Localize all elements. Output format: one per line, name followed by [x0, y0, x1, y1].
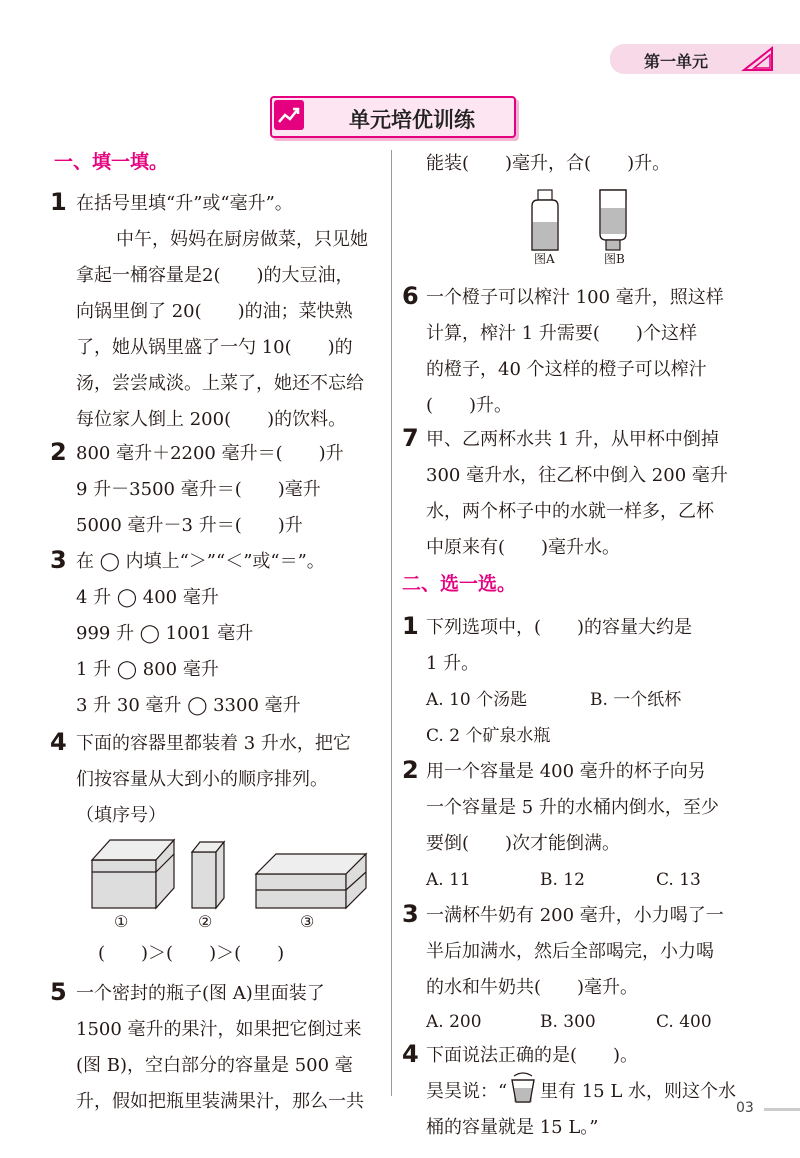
bucket-icon: [508, 1072, 538, 1104]
c3-text: 半后加满水，然后全部喝完，小力喝: [426, 941, 714, 962]
fig-b-label: 图B: [604, 252, 625, 266]
q1-text: 每位家人倒上 200( )的饮料。: [76, 409, 347, 430]
containers-figure: [86, 832, 376, 912]
c4-text: 下面说法正确的是( )。: [426, 1045, 639, 1066]
q4-text: （填序号）: [76, 805, 166, 826]
q5-text: (图 B)，空白部分的容量是 500 毫: [76, 1055, 353, 1076]
q7-text: 甲、乙两杯水共 1 升，从甲杯中倒掉: [426, 429, 719, 450]
c3-text: 的水和牛奶共( )毫升。: [426, 977, 639, 998]
c3-text: 一满杯牛奶有 200 毫升，小力喝了一: [426, 905, 724, 926]
q1-text: 在括号里填“升”或“毫升”。: [76, 193, 293, 214]
c2-text: 一个容量是 5 升的水桶内倒水，至少: [426, 797, 719, 818]
c3-option-c: C. 400: [656, 1012, 712, 1032]
question-number: 3: [50, 546, 67, 574]
q3-text: 在 ◯ 内填上“＞”“＜”或“＝”。: [76, 551, 325, 572]
unit-label: 第一单元: [644, 52, 709, 71]
q7-text: 中原来有( )毫升水。: [426, 537, 621, 558]
q1-text: 汤，尝尝咸淡。上菜了，她还不忘给: [76, 373, 364, 394]
q4-answer-line: ( )＞( )＞( ): [98, 943, 285, 964]
question-number: 6: [402, 282, 419, 310]
column-divider: [391, 150, 392, 1096]
q5-text: 升，假如把瓶里装满果汁，那么一共: [76, 1091, 364, 1112]
ruler-triangle-icon: [740, 44, 776, 74]
bottle-a-figure: [532, 190, 558, 250]
c3-option-b: B. 300: [540, 1012, 596, 1032]
q5-text: 能装( )毫升，合( )升。: [426, 153, 671, 174]
q4-text: 们按容量从大到小的顺序排列。: [76, 769, 328, 790]
trend-icon: [274, 100, 304, 130]
page-title: 单元培优训练: [349, 108, 475, 132]
q2-text: 5000 毫升－3 升＝( )升: [76, 515, 303, 536]
question-number: 1: [402, 612, 419, 640]
question-number: 5: [50, 978, 67, 1006]
q6-text: 一个橙子可以榨汁 100 毫升，照这样: [426, 287, 724, 308]
fig-a-label: 图A: [534, 252, 555, 266]
page-number-bar: [764, 1108, 800, 1111]
section-fill-heading: 一、填一填。: [54, 151, 169, 173]
unit-tab: [610, 44, 800, 74]
q3-text: 4 升 ◯ 400 毫升: [76, 587, 219, 608]
question-number: 2: [402, 756, 419, 784]
c4-text: 桶的容量就是 15 L。”: [426, 1117, 599, 1138]
c2-text: 要倒( )次才能倒满。: [426, 833, 621, 854]
c2-option-a: A. 11: [426, 870, 471, 890]
q6-text: 计算，榨汁 1 升需要( )个这样: [426, 323, 697, 344]
q3-text: 3 升 30 毫升 ◯ 3300 毫升: [76, 695, 301, 716]
q1-text: 中午，妈妈在厨房做菜，只见她: [116, 229, 368, 250]
question-number: 1: [50, 188, 67, 216]
c2-option-c: C. 13: [656, 870, 701, 890]
c2-text: 用一个容量是 400 毫升的杯子向另: [426, 761, 706, 782]
q4-text: 下面的容器里都装着 3 升水，把它: [76, 733, 351, 754]
section-choose-heading: 二、选一选。: [402, 573, 517, 595]
bottle-b-figure: [600, 190, 626, 250]
c1-text: 1 升。: [426, 653, 480, 674]
container-2-label: ②: [198, 912, 213, 931]
q2-text: 9 升－3500 毫升＝( )毫升: [76, 479, 321, 500]
q1-text: 了，她从锅里盛了一勺 10( )的: [76, 337, 353, 358]
question-number: 3: [402, 900, 419, 928]
q5-text: 一个密封的瓶子(图 A)里面装了: [76, 983, 325, 1004]
q6-text: ( )升。: [426, 395, 513, 416]
q1-text: 向锅里倒了 20( )的油；菜快熟: [76, 301, 353, 322]
c1-option-a: A. 10 个汤匙: [426, 690, 528, 710]
q7-text: 水，两个杯子中的水就一样多，乙杯: [426, 501, 714, 522]
q3-text: 999 升 ◯ 1001 毫升: [76, 623, 254, 644]
c3-option-a: A. 200: [426, 1012, 482, 1032]
question-number: 7: [402, 424, 419, 452]
container-3-label: ③: [300, 912, 315, 931]
q6-text: 的橙子，40 个这样的橙子可以榨汁: [426, 359, 707, 380]
container-1-figure: [92, 840, 174, 908]
c1-option-b: B. 一个纸杯: [590, 690, 682, 710]
question-number: 2: [50, 438, 67, 466]
question-number: 4: [402, 1040, 419, 1068]
c1-text: 下列选项中，( )的容量大约是: [426, 617, 693, 638]
q7-text: 300 毫升水，往乙杯中倒入 200 毫升: [426, 465, 728, 486]
q5-text: 1500 毫升的果汁，如果把它倒过来: [76, 1019, 362, 1040]
page-number: 03: [736, 1100, 754, 1116]
q2-text: 800 毫升＋2200 毫升＝( )升: [76, 443, 344, 464]
container-3-figure: [256, 854, 366, 908]
c2-option-b: B. 12: [540, 870, 585, 890]
container-1-label: ①: [114, 912, 129, 931]
c4-text: 昊昊说：“: [426, 1081, 508, 1102]
q3-text: 1 升 ◯ 800 毫升: [76, 659, 219, 680]
question-number: 4: [50, 728, 67, 756]
container-2-figure: [192, 842, 224, 908]
section-banner: [270, 96, 516, 138]
c1-option-c: C. 2 个矿泉水瓶: [426, 726, 551, 746]
c4-text: 里有 15 L 水，则这个水: [540, 1081, 737, 1102]
q1-text: 拿起一桶容量是2( )的大豆油，: [76, 265, 354, 286]
